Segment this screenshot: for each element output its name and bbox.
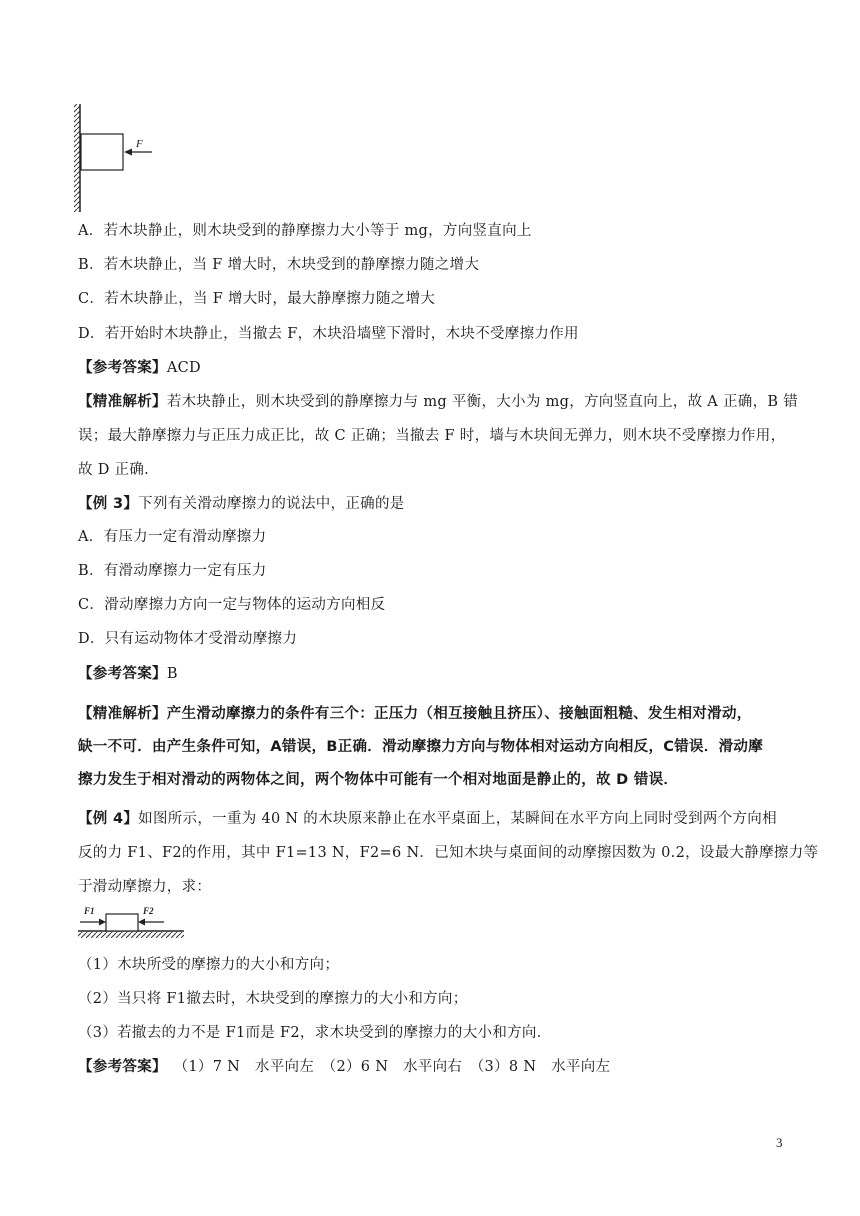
ground-hatching — [78, 932, 184, 938]
force-label: F — [136, 138, 143, 150]
q3-option-a: A．有压力一定有滑动摩擦力 — [78, 529, 267, 545]
f1-label: F1 — [84, 906, 95, 916]
wall-block-figure — [72, 104, 172, 214]
example-tag: 【例 3】 — [78, 496, 139, 512]
block — [81, 134, 123, 170]
analysis-tag: 【精准解析】 — [78, 394, 167, 410]
q2-option-a: A．若木块静止，则木块受到的静摩擦力大小等于 mg，方向竖直向上 — [78, 223, 532, 239]
f2-label: F2 — [143, 906, 154, 916]
f1-arrowhead — [99, 919, 106, 926]
q4-stem-line-2: 反的力 F1、F2的作用，其中 F1=13 N，F2=6 N．已知木块与桌面间的动摩擦因数为 0.2，设最大静摩擦力等 — [78, 845, 819, 861]
answer-tag: 【参考答案】 — [78, 666, 167, 682]
q4-stem-line-1 — [78, 809, 777, 829]
q2-analysis-line-3: 故 D 正确. — [78, 462, 150, 478]
q2-analysis-line-1 — [78, 392, 798, 412]
page-number: 3 — [776, 1135, 783, 1150]
block — [106, 914, 138, 931]
q4-sub-question-1: （1）木块所受的摩擦力的大小和方向； — [78, 957, 340, 973]
q2-option-c: C．若木块静止，当 F 增大时，最大静摩擦力随之增大 — [78, 291, 436, 307]
q4-stem-text: 如图所示，一重为 40 N 的木块原来静止在水平桌面上，某瞬间在水平方向上同时受到两个方向相 — [138, 811, 777, 827]
answer-tag: 【参考答案】 — [78, 1059, 167, 1075]
f2-arrowhead — [138, 919, 145, 926]
q4-answer — [78, 1057, 610, 1077]
q3-stem — [78, 494, 405, 514]
q3-answer — [78, 664, 178, 684]
q2-answer — [78, 358, 201, 378]
answer-value: （1）7 N 水平向左 （2）6 N 水平向右 （3）8 N 水平向左 — [180, 1059, 611, 1075]
q3-analysis-line-2: 缺一不可．由产生条件可知，A错误，B正确．滑动摩擦力方向与物体相对运动方向相反，C错误．滑动摩 — [78, 739, 764, 755]
answer-value: B — [166, 666, 178, 682]
q4-sub-question-3: （3）若撤去的力不是 F1而是 F2，求木块受到的摩擦力的大小和方向． — [78, 1025, 552, 1041]
q3-analysis-line-1: 【精准解析】产生滑动摩擦力的条件有三个：正压力（相互接触且挤压）、接触面粗糙、发生相对滑动， — [78, 706, 752, 722]
q2-option-b: B．若木块静止，当 F 增大时，木块受到的静摩擦力随之增大 — [78, 257, 480, 273]
q2-option-d: D．若开始时木块静止，当撤去 F，木块沿墙壁下滑时，木块不受摩擦力作用 — [78, 326, 579, 342]
table-block-figure — [76, 903, 188, 941]
q3-option-c: C．滑动摩擦力方向一定与物体的运动方向相反 — [78, 597, 386, 613]
q4-sub-question-2: （2）当只将 F1撤去时，木块受到的摩擦力的大小和方向； — [78, 991, 468, 1007]
q4-stem-line-3: 于滑动摩擦力，求： — [78, 879, 212, 895]
q2-analysis-line-2: 误；最大静摩擦力与正压力成正比，故 C 正确；当撤去 F 时，墙与木块间无弹力，则木块不受摩擦力作用， — [78, 428, 786, 444]
q3-option-d: D．只有运动物体才受滑动摩擦力 — [78, 631, 298, 647]
answer-tag: 【参考答案】 — [78, 360, 167, 376]
q3-stem-text: 下列有关滑动摩擦力的说法中，正确的是 — [138, 496, 405, 512]
answer-value: ACD — [166, 360, 201, 376]
q3-analysis-line-3: 擦力发生于相对滑动的两物体之间，两个物体中可能有一个相对地面是静止的，故 D 错误． — [78, 772, 679, 788]
analysis-text: 若木块静止，则木块受到的静摩擦力与 mg 平衡，大小为 mg，方向竖直向上，故 A 正确，B 错 — [166, 394, 799, 410]
wall-hatching — [74, 104, 80, 212]
example-tag: 【例 4】 — [78, 811, 139, 827]
force-arrowhead — [124, 149, 132, 156]
q3-option-b: B．有滑动摩擦力一定有压力 — [78, 563, 267, 579]
